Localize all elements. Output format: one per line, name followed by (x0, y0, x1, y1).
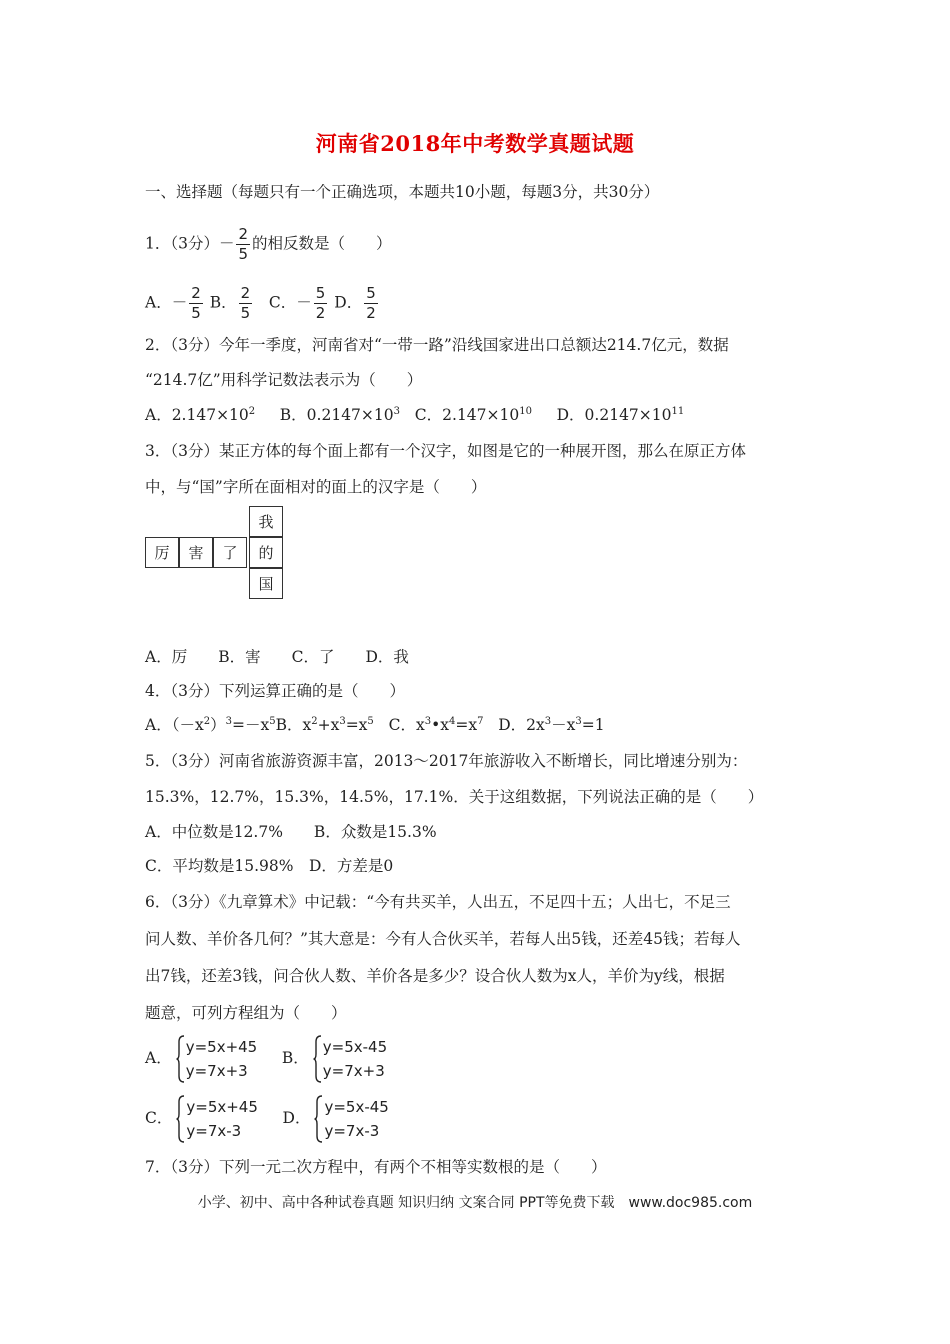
question-2-line-1: 2．（3分）今年一季度，河南省对“一带一路”沿线国家进出口总额达214.7亿元，数据 (145, 336, 729, 354)
question-2-line-2: “214.7亿”用科学记数法表示为（ ） (145, 371, 423, 389)
question-3-line-2: 中，与“国”字所在面相对的面上的汉字是（ ） (145, 478, 487, 496)
option-b-fraction: $\frac{2}{5}$ (240, 284, 251, 322)
question-6-line-4: 题意，可列方程组为（ ） (145, 1004, 347, 1022)
question-2-options: A．$2.147\times 10^2$ B．$0.2147\times 10^3$ C．$2.147\times 10^{10}$ D．$0.2147\times 10^{11}$ (145, 406, 685, 424)
question-1-options: A．－ $\frac{2}{5}$ B． $\frac{2}{5}$ C．－ $\frac{5}{2}$ D． $\frac{5}{2}$ (145, 284, 376, 322)
question-6-line-1: 6．（3分）《九章算术》中记载：“今有共买羊，人出五，不足四十五；人出七，不足三 (145, 893, 731, 911)
net-cell-3: 了 (213, 537, 247, 568)
equation-system: y=5x-45 y=7x+3 (313, 1035, 387, 1083)
question-6-line-2: 问人数、羊价各几何？”其大意是：今有人合伙买羊，若每人出5钱，还差45钱；若每人 (145, 930, 741, 948)
equation-system: y=5x-45 y=7x-3 (314, 1095, 388, 1143)
net-cell-bottom: 国 (249, 568, 283, 599)
question-1-prefix: 1．（3分）－ (145, 234, 235, 253)
question-3-line-1: 3．（3分）某正方体的每个面上都有一个汉字，如图是它的一种展开图，那么在原正方体 (145, 442, 746, 460)
page-title: 河南省2018年中考数学真题试题 (315, 131, 635, 156)
question-5-options-ab: A．中位数是12.7% B．众数是15.3% (145, 823, 437, 841)
question-5-options-cd: C．平均数是15.98% D．方差是0 (145, 857, 394, 875)
question-5-line-2: 15.3%，12.7%，15.3%，14.5%，17.1%．关于这组数据，下列说法正确的是（ ） (145, 788, 764, 806)
question-4-line: 4．（3分）下列运算正确的是（ ） (145, 682, 405, 700)
question-6-options-cd: C． y=5x+45 y=7x-3 D． y=5x-45 y=7x-3 (145, 1094, 389, 1143)
equation-system: y=5x+45 y=7x+3 (176, 1035, 258, 1083)
question-3-options: A．厉 B．害 C．了 D．我 (145, 648, 409, 666)
question-7-line: 7．（3分）下列一元二次方程中，有两个不相等实数根的是（ ） (145, 1158, 607, 1176)
question-6-line-3: 出7钱，还差3钱，问合伙人数、羊价各是多少？设合伙人数为x人，羊价为y线，根据 (145, 967, 725, 985)
net-cell-2: 害 (179, 537, 213, 568)
net-cell-top: 我 (249, 506, 283, 537)
equation-system: y=5x+45 y=7x-3 (176, 1095, 258, 1143)
question-4-options: A．$(-x^2)^3=-x^5B$．$x^2+x^3=x^5$ C．$x^3•x^4=x^7$ D．$2x^3-x^3=1$ (145, 716, 605, 734)
option-d-fraction: $\frac{5}{2}$ (366, 284, 376, 322)
question-1 (145, 226, 392, 263)
option-a-fraction: $\frac{2}{5}$ (191, 284, 201, 322)
section-heading: 一、选择题（每题只有一个正确选项，本题共10小题，每题3分，共30分） (145, 183, 660, 201)
question-5-line-1: 5．（3分）河南省旅游资源丰富，2013～2017年旅游收入不断增长，同比增速分别为： (145, 752, 748, 770)
net-cell-4: 的 (249, 537, 283, 568)
net-cell-1: 厉 (145, 537, 179, 568)
fraction: $\frac{2}{5}$ (238, 225, 249, 263)
question-1-suffix: 的相反数是（ ） (252, 234, 392, 253)
footer-text: 小学、初中、高中各种试卷真题 知识归纳 文案合同 PPT等免费下载 www.doc985.com (197, 1195, 753, 1211)
question-6-options-ab: A． y=5x+45 y=7x+3 B． y=5x-45 y=7x+3 (145, 1034, 387, 1083)
option-c-fraction: $\frac{5}{2}$ (315, 284, 326, 322)
